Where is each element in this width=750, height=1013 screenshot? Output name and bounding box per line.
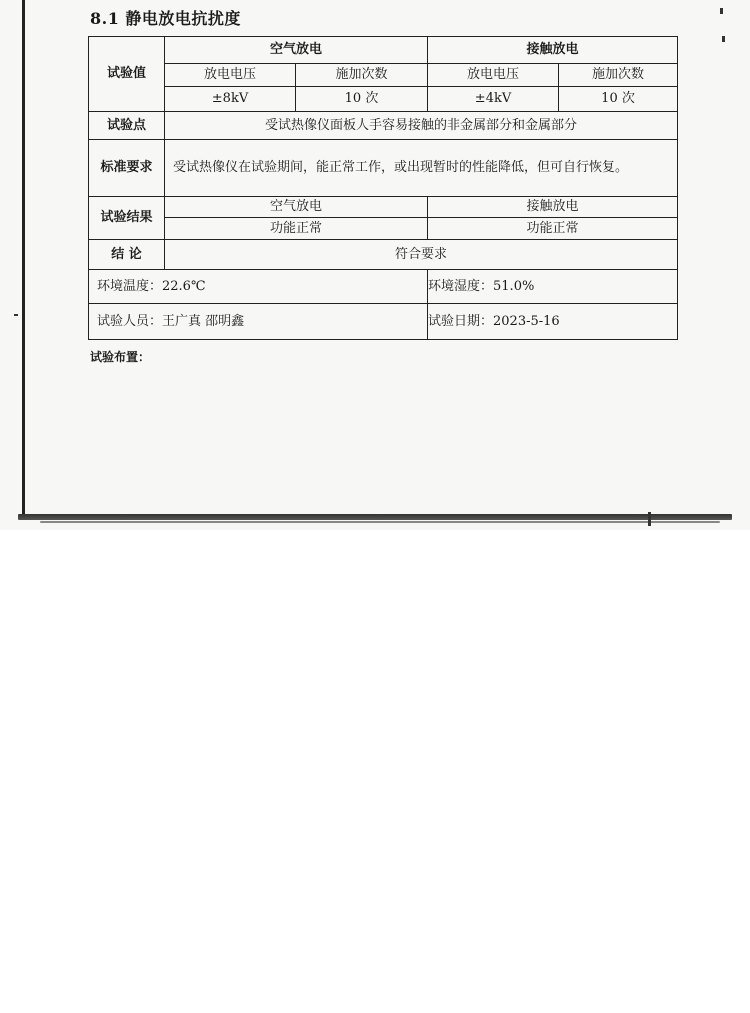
- page-bottom-border-shadow: [40, 521, 720, 523]
- conclusion-label: 结 论: [89, 240, 165, 270]
- contact-voltage-header: 放电电压: [428, 64, 559, 87]
- result-contact-header: 接触放电: [428, 197, 678, 218]
- scan-speck: [722, 36, 725, 42]
- table-row: [89, 87, 678, 112]
- table-row: [89, 112, 678, 140]
- contact-count-header: 施加次数: [559, 64, 678, 87]
- standard-value: 受试热像仪在试验期间，能正常工作，或出现暂时的性能降低，但可自行恢复。: [165, 140, 678, 197]
- result-contact-value: 功能正常: [428, 218, 678, 240]
- section-title: 8.1 静电放电抗扰度: [90, 9, 241, 28]
- result-label: 试验结果: [89, 197, 165, 240]
- contact-voltage-value: ±4kV: [428, 87, 559, 112]
- temperature: 环境温度：22.6℃: [89, 270, 428, 304]
- table-row: [89, 197, 678, 218]
- esd-test-table: [88, 36, 678, 340]
- humidity: 环境湿度：51.0%: [428, 270, 678, 304]
- test-date: 试验日期：2023-5-16: [428, 304, 678, 340]
- test-personnel: 试验人员：王广真 邵明鑫: [89, 304, 428, 340]
- test-layout-label: 试验布置：: [90, 350, 151, 364]
- table-row: [89, 304, 678, 340]
- contact-discharge-header: 接触放电: [428, 37, 678, 64]
- page-bottom-border: [18, 514, 732, 520]
- scan-speck: [720, 8, 723, 14]
- table-row: [89, 240, 678, 270]
- table-row: [89, 270, 678, 304]
- air-voltage-value: ±8kV: [165, 87, 296, 112]
- air-count-header: 施加次数: [296, 64, 428, 87]
- test-value-label: 试验值: [89, 37, 165, 112]
- test-point-label: 试验点: [89, 112, 165, 140]
- table-row: [89, 64, 678, 87]
- table-row: [89, 140, 678, 197]
- page-corner-mark: [648, 512, 651, 526]
- air-discharge-header: 空气放电: [165, 37, 428, 64]
- table-row: [89, 37, 678, 64]
- conclusion-value: 符合要求: [165, 240, 678, 270]
- result-air-value: 功能正常: [165, 218, 428, 240]
- result-air-header: 空气放电: [165, 197, 428, 218]
- standard-label: 标准要求: [89, 140, 165, 197]
- contact-count-value: 10 次: [559, 87, 678, 112]
- table-row: [89, 218, 678, 240]
- page-left-border: [22, 0, 25, 518]
- scan-speck: [14, 314, 18, 316]
- test-point-value: 受试热像仪面板人手容易接触的非金属部分和金属部分: [165, 112, 678, 140]
- air-count-value: 10 次: [296, 87, 428, 112]
- air-voltage-header: 放电电压: [165, 64, 296, 87]
